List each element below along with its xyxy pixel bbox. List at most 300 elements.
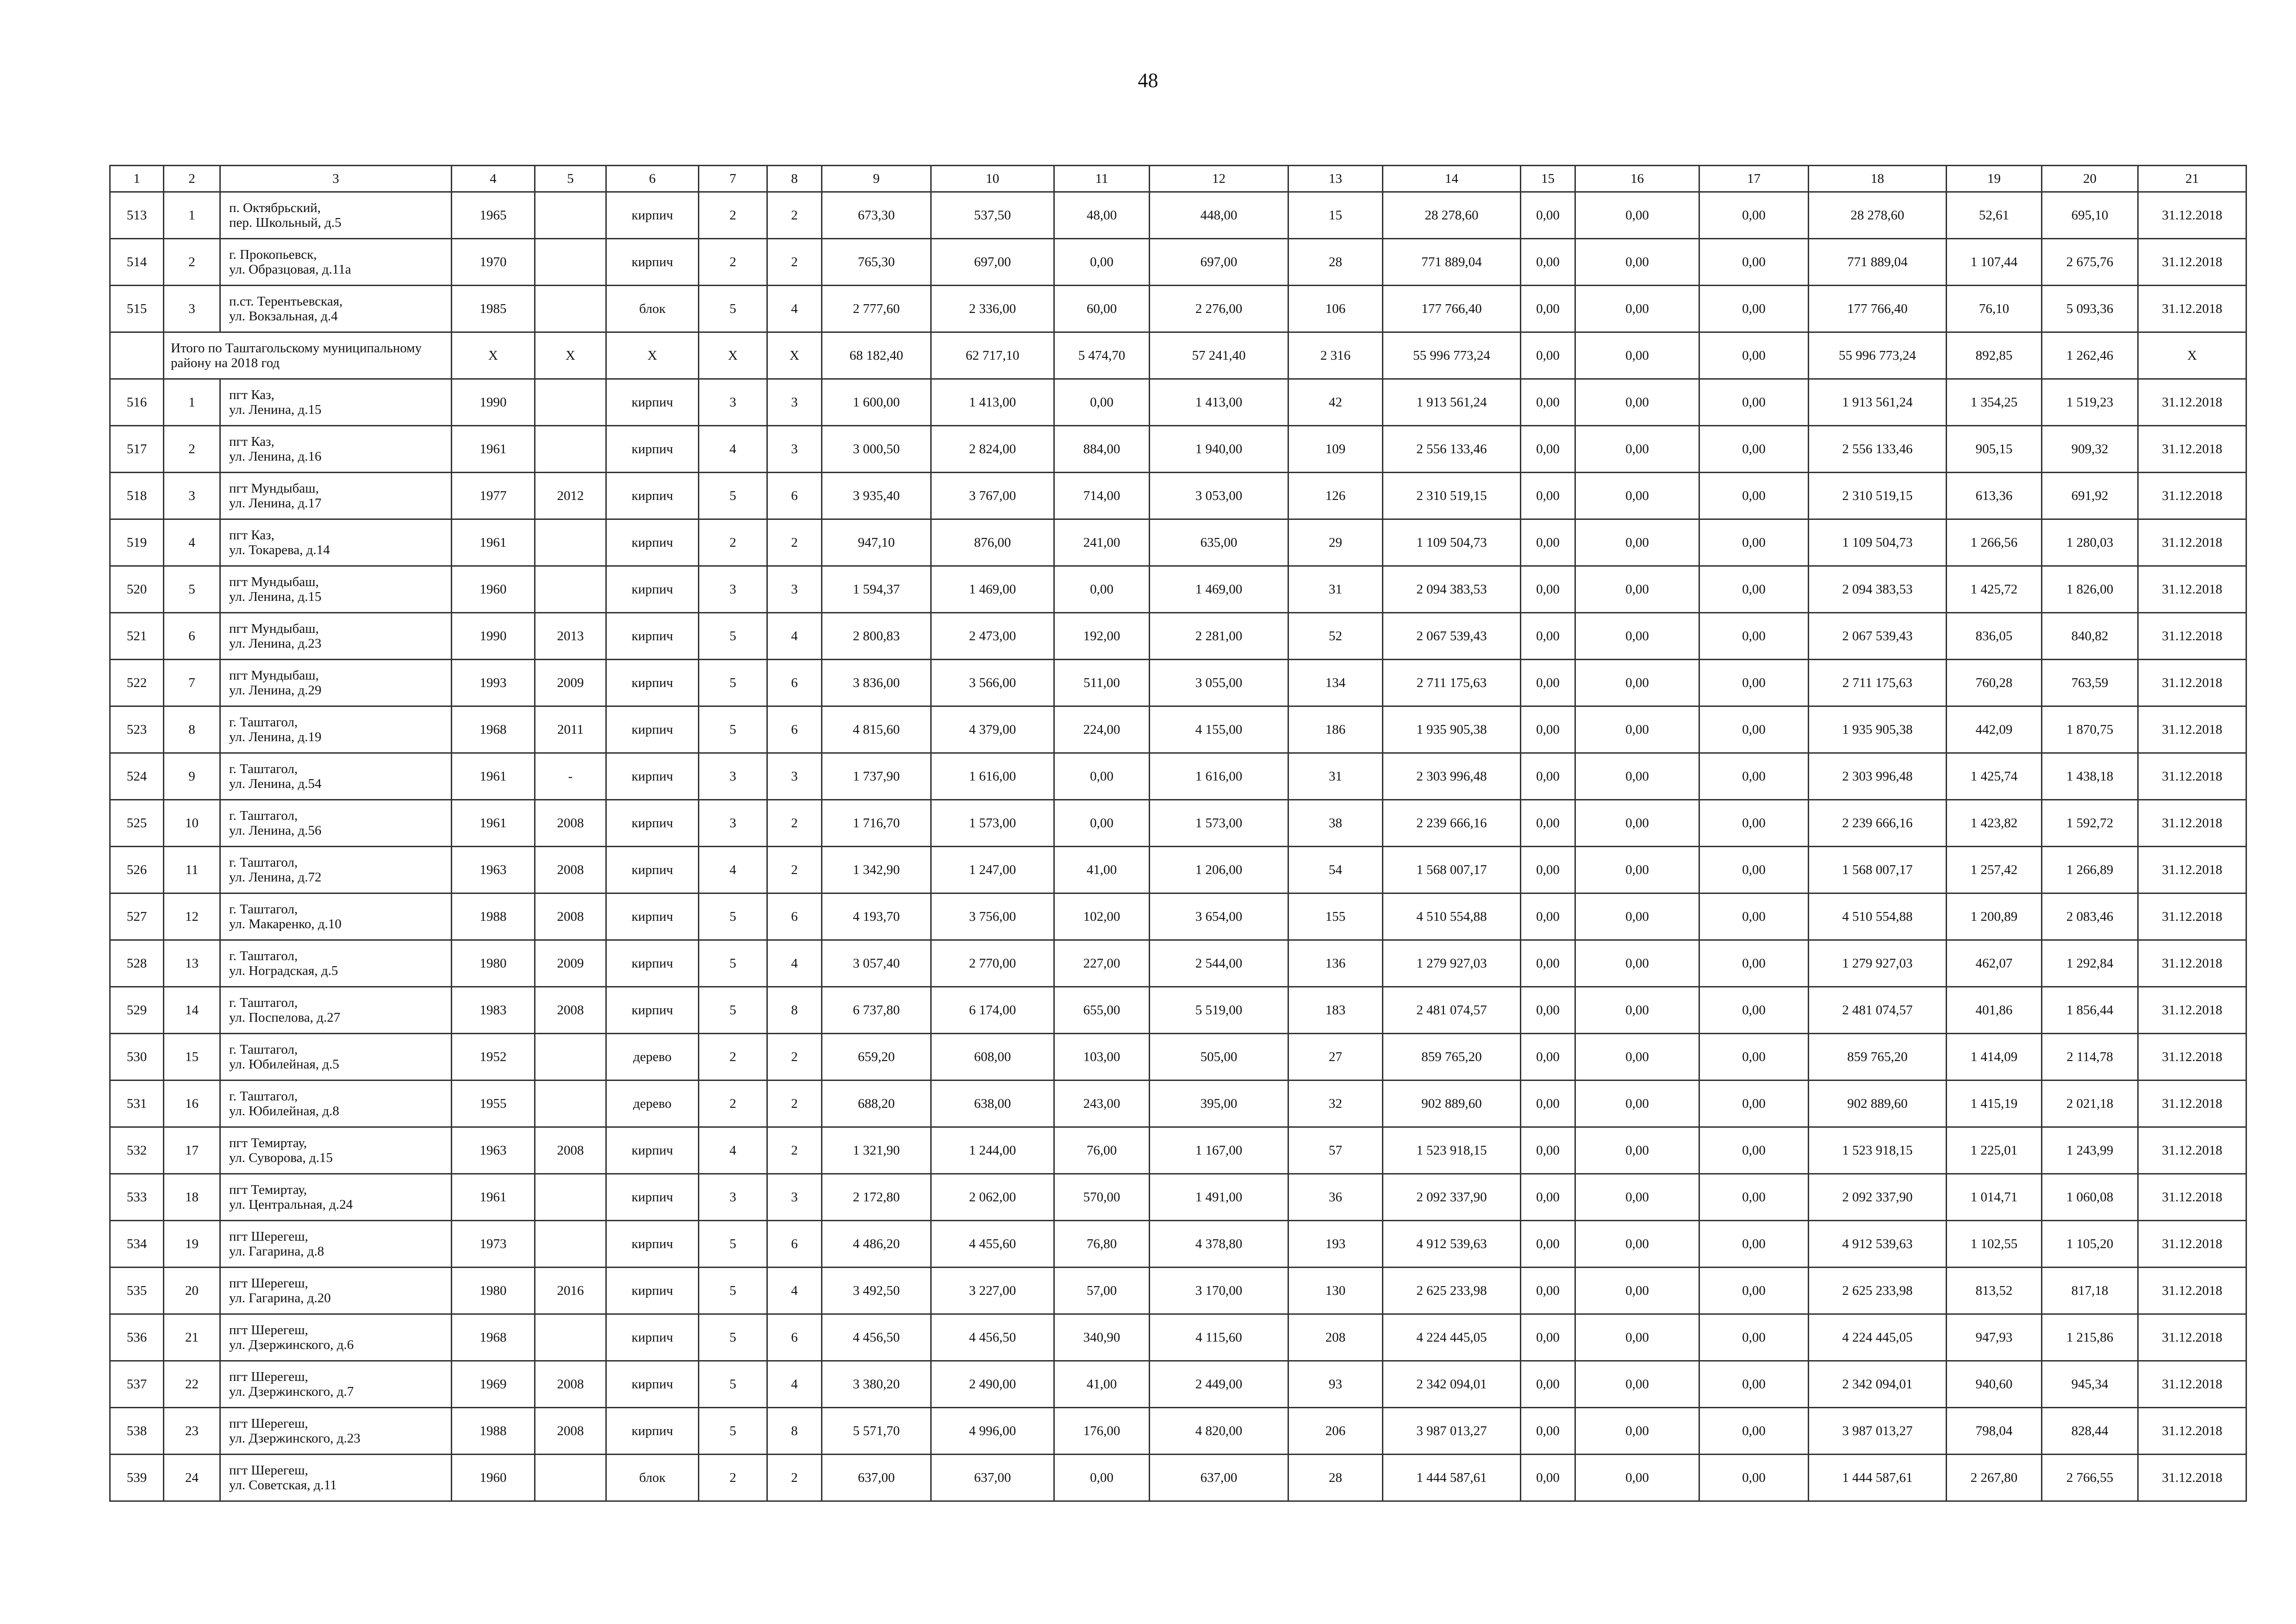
total-col-20: 1 262,46 (2042, 332, 2138, 379)
cell-col-17: 0,00 (1699, 987, 1809, 1034)
column-header: 1 (110, 166, 164, 192)
address-locality: пгт Шерегеш, (229, 1416, 308, 1431)
address-locality: пгт Каз, (229, 434, 274, 449)
cell-col-15: 0,00 (1521, 473, 1575, 519)
cell-col-15: 0,00 (1521, 753, 1575, 800)
table-row (110, 1081, 2246, 1127)
cell-col-12: 1 469,00 (1150, 566, 1288, 613)
cell-col-11: 0,00 (1054, 1455, 1150, 1501)
table-row (110, 1127, 2246, 1174)
cell-col-21: 31.12.2018 (2138, 940, 2246, 987)
cell-col-14: 2 342 094,01 (1383, 1361, 1521, 1408)
cell-col-14: 2 556 133,46 (1383, 426, 1521, 473)
cell-col-9: 3 935,40 (822, 473, 931, 519)
total-col-6: Х (606, 332, 699, 379)
cell-col-21: 31.12.2018 (2138, 239, 2246, 286)
cell-col-5: 2016 (535, 1268, 606, 1314)
cell-col-17: 0,00 (1699, 1268, 1809, 1314)
cell-col-5: 2008 (535, 800, 606, 847)
cell-col-7: 4 (699, 847, 767, 893)
cell-col-17: 0,00 (1699, 1174, 1809, 1221)
cell-col-10: 2 336,00 (931, 286, 1054, 332)
address-street: ул. Ленина, д.16 (229, 449, 322, 464)
cell-col-17: 0,00 (1699, 1081, 1809, 1127)
cell-col-10: 2 062,00 (931, 1174, 1054, 1221)
cell-col-15: 0,00 (1521, 1408, 1575, 1455)
cell-col-13: 54 (1288, 847, 1383, 893)
cell-col-5: 2011 (535, 706, 606, 753)
cell-col-17: 0,00 (1699, 286, 1809, 332)
row-number: 522 (110, 660, 164, 706)
header-row (110, 166, 2246, 192)
cell-col-7: 5 (699, 940, 767, 987)
address-cell (220, 1221, 452, 1268)
cell-col-20: 1 243,99 (2042, 1127, 2138, 1174)
cell-col-14: 3 987 013,27 (1383, 1408, 1521, 1455)
cell-col-18: 2 342 094,01 (1809, 1361, 1947, 1408)
cell-col-11: 57,00 (1054, 1268, 1150, 1314)
cell-col-4: 1961 (452, 519, 535, 566)
cell-col-20: 2 021,18 (2042, 1081, 2138, 1127)
cell-col-6: кирпич (606, 706, 699, 753)
table-row (110, 1361, 2246, 1408)
cell-col-20: 1 438,18 (2042, 753, 2138, 800)
row-number: 516 (110, 379, 164, 426)
cell-col-11: 0,00 (1054, 239, 1150, 286)
cell-col-11: 192,00 (1054, 613, 1150, 660)
table-row (110, 847, 2246, 893)
row-subnumber: 14 (164, 987, 220, 1034)
cell-col-17: 0,00 (1699, 706, 1809, 753)
address-street: ул. Ленина, д.56 (229, 823, 322, 838)
address-locality: г. Таштагол, (229, 995, 298, 1010)
cell-col-13: 106 (1288, 286, 1383, 332)
table-row (110, 987, 2246, 1034)
cell-col-18: 1 523 918,15 (1809, 1127, 1947, 1174)
cell-col-12: 448,00 (1150, 192, 1288, 239)
cell-col-9: 3 836,00 (822, 660, 931, 706)
cell-col-7: 4 (699, 426, 767, 473)
cell-col-17: 0,00 (1699, 1408, 1809, 1455)
cell-col-15: 0,00 (1521, 239, 1575, 286)
cell-col-19: 1 423,82 (1947, 800, 2042, 847)
cell-col-14: 2 303 996,48 (1383, 753, 1521, 800)
column-header: 16 (1575, 166, 1699, 192)
cell-col-15: 0,00 (1521, 426, 1575, 473)
cell-col-15: 0,00 (1521, 1314, 1575, 1361)
address-locality: пгт Темиртау, (229, 1135, 307, 1150)
cell-col-4: 1965 (452, 192, 535, 239)
column-header: 5 (535, 166, 606, 192)
cell-col-6: блок (606, 1455, 699, 1501)
table-row (110, 893, 2246, 940)
row-subnumber: 15 (164, 1034, 220, 1081)
cell-col-11: 103,00 (1054, 1034, 1150, 1081)
cell-col-20: 1 105,20 (2042, 1221, 2138, 1268)
cell-col-19: 442,09 (1947, 706, 2042, 753)
column-header: 4 (452, 166, 535, 192)
row-number: 520 (110, 566, 164, 613)
cell-col-18: 2 625 233,98 (1809, 1268, 1947, 1314)
cell-col-15: 0,00 (1521, 1127, 1575, 1174)
cell-col-16: 0,00 (1575, 847, 1699, 893)
cell-col-17: 0,00 (1699, 1314, 1809, 1361)
cell-col-8: 2 (767, 847, 822, 893)
address-cell (220, 1455, 452, 1501)
cell-col-16: 0,00 (1575, 1314, 1699, 1361)
cell-col-4: 1970 (452, 239, 535, 286)
cell-col-16: 0,00 (1575, 473, 1699, 519)
cell-col-12: 1 491,00 (1150, 1174, 1288, 1221)
cell-col-12: 2 449,00 (1150, 1361, 1288, 1408)
cell-col-14: 2 310 519,15 (1383, 473, 1521, 519)
cell-col-11: 76,00 (1054, 1127, 1150, 1174)
cell-col-4: 1961 (452, 753, 535, 800)
address-street: ул. Ленина, д.19 (229, 730, 322, 744)
cell-col-9: 3 380,20 (822, 1361, 931, 1408)
cell-col-14: 771 889,04 (1383, 239, 1521, 286)
cell-col-20: 2 766,55 (2042, 1455, 2138, 1501)
address-cell (220, 660, 452, 706)
cell-col-13: 28 (1288, 1455, 1383, 1501)
cell-col-16: 0,00 (1575, 1408, 1699, 1455)
address-street: ул. Ленина, д.72 (229, 870, 322, 885)
cell-col-9: 947,10 (822, 519, 931, 566)
cell-col-12: 4 155,00 (1150, 706, 1288, 753)
cell-col-5 (535, 1314, 606, 1361)
cell-col-9: 1 600,00 (822, 379, 931, 426)
cell-col-11: 224,00 (1054, 706, 1150, 753)
address-locality: г. Таштагол, (229, 1042, 298, 1057)
cell-col-10: 3 767,00 (931, 473, 1054, 519)
cell-col-19: 1 425,72 (1947, 566, 2042, 613)
cell-col-16: 0,00 (1575, 660, 1699, 706)
cell-col-9: 2 800,83 (822, 613, 931, 660)
cell-col-11: 340,90 (1054, 1314, 1150, 1361)
cell-col-16: 0,00 (1575, 893, 1699, 940)
cell-col-5 (535, 239, 606, 286)
cell-col-7: 2 (699, 192, 767, 239)
cell-col-15: 0,00 (1521, 1361, 1575, 1408)
address-locality: пгт Мундыбаш, (229, 621, 319, 636)
cell-col-7: 2 (699, 239, 767, 286)
cell-col-10: 4 455,60 (931, 1221, 1054, 1268)
cell-col-18: 2 711 175,63 (1809, 660, 1947, 706)
cell-col-10: 638,00 (931, 1081, 1054, 1127)
address-locality: г. Прокопьевск, (229, 247, 317, 262)
table-row (110, 1268, 2246, 1314)
cell-col-17: 0,00 (1699, 893, 1809, 940)
cell-col-5: 2013 (535, 613, 606, 660)
cell-col-6: кирпич (606, 940, 699, 987)
address-street: ул. Ленина, д.23 (229, 636, 322, 651)
cell-col-11: 243,00 (1054, 1081, 1150, 1127)
cell-col-7: 5 (699, 1268, 767, 1314)
cell-col-15: 0,00 (1521, 379, 1575, 426)
table-row (110, 473, 2246, 519)
row-subnumber: 18 (164, 1174, 220, 1221)
cell-col-20: 840,82 (2042, 613, 2138, 660)
cell-col-18: 771 889,04 (1809, 239, 1947, 286)
cell-col-8: 2 (767, 1034, 822, 1081)
cell-col-16: 0,00 (1575, 1361, 1699, 1408)
cell-col-15: 0,00 (1521, 286, 1575, 332)
cell-col-8: 6 (767, 660, 822, 706)
column-header: 17 (1699, 166, 1809, 192)
cell-col-15: 0,00 (1521, 1455, 1575, 1501)
address-locality: пгт Шерегеш, (229, 1369, 308, 1384)
cell-col-9: 3 492,50 (822, 1268, 931, 1314)
cell-col-15: 0,00 (1521, 613, 1575, 660)
cell-col-19: 836,05 (1947, 613, 2042, 660)
cell-col-13: 126 (1288, 473, 1383, 519)
cell-col-10: 3 756,00 (931, 893, 1054, 940)
address-cell (220, 1034, 452, 1081)
address-locality: г. Таштагол, (229, 855, 298, 870)
cell-col-19: 1 415,19 (1947, 1081, 2042, 1127)
cell-col-16: 0,00 (1575, 1268, 1699, 1314)
cell-col-19: 462,07 (1947, 940, 2042, 987)
cell-col-8: 6 (767, 706, 822, 753)
address-street: ул. Ленина, д.17 (229, 496, 322, 511)
row-number: 523 (110, 706, 164, 753)
address-locality: пгт Каз, (229, 527, 274, 543)
cell-col-20: 1 060,08 (2042, 1174, 2138, 1221)
cell-col-9: 1 716,70 (822, 800, 931, 847)
cell-col-4: 1963 (452, 1127, 535, 1174)
table-row (110, 660, 2246, 706)
cell-col-7: 2 (699, 519, 767, 566)
cell-col-4: 1977 (452, 473, 535, 519)
cell-col-5 (535, 426, 606, 473)
cell-col-16: 0,00 (1575, 940, 1699, 987)
cell-col-7: 2 (699, 1034, 767, 1081)
cell-col-11: 655,00 (1054, 987, 1150, 1034)
cell-col-4: 1968 (452, 706, 535, 753)
cell-col-10: 1 247,00 (931, 847, 1054, 893)
cell-col-18: 1 568 007,17 (1809, 847, 1947, 893)
address-locality: п.ст. Терентьевская, (229, 294, 343, 309)
cell-col-16: 0,00 (1575, 1455, 1699, 1501)
cell-col-9: 4 815,60 (822, 706, 931, 753)
cell-col-10: 6 174,00 (931, 987, 1054, 1034)
cell-col-17: 0,00 (1699, 1221, 1809, 1268)
address-locality: пгт Мундыбаш, (229, 574, 319, 589)
cell-col-10: 1 413,00 (931, 379, 1054, 426)
cell-col-13: 38 (1288, 800, 1383, 847)
cell-col-8: 2 (767, 1455, 822, 1501)
cell-col-16: 0,00 (1575, 613, 1699, 660)
cell-col-20: 1 292,84 (2042, 940, 2138, 987)
total-col-17: 0,00 (1699, 332, 1809, 379)
cell-col-7: 5 (699, 987, 767, 1034)
cell-col-20: 2 114,78 (2042, 1034, 2138, 1081)
cell-col-5 (535, 1174, 606, 1221)
table-row (110, 940, 2246, 987)
cell-col-8: 6 (767, 473, 822, 519)
cell-col-12: 1 616,00 (1150, 753, 1288, 800)
row-number: 526 (110, 847, 164, 893)
total-col-14: 55 996 773,24 (1383, 332, 1521, 379)
address-locality: г. Таштагол, (229, 761, 298, 776)
column-header: 12 (1150, 166, 1288, 192)
cell-col-17: 0,00 (1699, 613, 1809, 660)
row-subnumber: 8 (164, 706, 220, 753)
cell-col-14: 2 094 383,53 (1383, 566, 1521, 613)
cell-col-4: 1968 (452, 1314, 535, 1361)
cell-col-10: 3 566,00 (931, 660, 1054, 706)
cell-col-12: 4 378,80 (1150, 1221, 1288, 1268)
cell-col-8: 3 (767, 566, 822, 613)
cell-col-4: 1969 (452, 1361, 535, 1408)
cell-col-21: 31.12.2018 (2138, 473, 2246, 519)
cell-col-6: кирпич (606, 379, 699, 426)
cell-col-6: кирпич (606, 1174, 699, 1221)
total-col-5: Х (535, 332, 606, 379)
row-number: 535 (110, 1268, 164, 1314)
cell-col-13: 183 (1288, 987, 1383, 1034)
cell-col-18: 1 913 561,24 (1809, 379, 1947, 426)
address-cell (220, 800, 452, 847)
cell-col-17: 0,00 (1699, 940, 1809, 987)
cell-col-15: 0,00 (1521, 1221, 1575, 1268)
cell-col-17: 0,00 (1699, 847, 1809, 893)
column-header: 15 (1521, 166, 1575, 192)
cell-col-11: 714,00 (1054, 473, 1150, 519)
row-subnumber: 11 (164, 847, 220, 893)
cell-col-12: 2 544,00 (1150, 940, 1288, 987)
cell-col-11: 0,00 (1054, 379, 1150, 426)
cell-col-10: 1 616,00 (931, 753, 1054, 800)
column-header: 3 (220, 166, 452, 192)
cell-col-4: 1961 (452, 800, 535, 847)
cell-col-6: кирпич (606, 426, 699, 473)
cell-col-12: 2 281,00 (1150, 613, 1288, 660)
cell-col-21: 31.12.2018 (2138, 660, 2246, 706)
cell-col-17: 0,00 (1699, 753, 1809, 800)
cell-col-5 (535, 1081, 606, 1127)
row-number: 527 (110, 893, 164, 940)
table-row (110, 1034, 2246, 1081)
total-col-19: 892,85 (1947, 332, 2042, 379)
cell-col-12: 1 573,00 (1150, 800, 1288, 847)
cell-col-16: 0,00 (1575, 1081, 1699, 1127)
address-locality: пгт Мундыбаш, (229, 481, 319, 496)
cell-col-17: 0,00 (1699, 1127, 1809, 1174)
cell-col-14: 4 224 445,05 (1383, 1314, 1521, 1361)
cell-col-14: 2 067 539,43 (1383, 613, 1521, 660)
cell-col-14: 2 711 175,63 (1383, 660, 1521, 706)
cell-col-14: 902 889,60 (1383, 1081, 1521, 1127)
cell-col-9: 765,30 (822, 239, 931, 286)
cell-col-19: 1 257,42 (1947, 847, 2042, 893)
row-subnumber: 2 (164, 426, 220, 473)
cell-col-13: 109 (1288, 426, 1383, 473)
cell-col-8: 2 (767, 1081, 822, 1127)
cell-col-13: 31 (1288, 566, 1383, 613)
cell-col-12: 635,00 (1150, 519, 1288, 566)
cell-col-8: 8 (767, 1408, 822, 1455)
cell-col-12: 4 115,60 (1150, 1314, 1288, 1361)
cell-col-10: 4 996,00 (931, 1408, 1054, 1455)
cell-col-4: 1973 (452, 1221, 535, 1268)
cell-col-13: 15 (1288, 192, 1383, 239)
table-row (110, 1455, 2246, 1501)
cell-col-11: 176,00 (1054, 1408, 1150, 1455)
cell-col-6: кирпич (606, 1127, 699, 1174)
row-number: 518 (110, 473, 164, 519)
cell-col-17: 0,00 (1699, 473, 1809, 519)
column-header: 18 (1809, 166, 1947, 192)
cell-col-19: 760,28 (1947, 660, 2042, 706)
cell-col-20: 1 280,03 (2042, 519, 2138, 566)
address-cell (220, 473, 452, 519)
address-cell (220, 426, 452, 473)
address-street: ул. Ленина, д.29 (229, 683, 322, 698)
column-header: 7 (699, 166, 767, 192)
cell-col-18: 2 556 133,46 (1809, 426, 1947, 473)
cell-col-5: 2008 (535, 1127, 606, 1174)
cell-col-7: 5 (699, 706, 767, 753)
cell-col-13: 36 (1288, 1174, 1383, 1221)
cell-col-9: 3 000,50 (822, 426, 931, 473)
cell-col-8: 2 (767, 800, 822, 847)
cell-col-19: 2 267,80 (1947, 1455, 2042, 1501)
cell-col-21: 31.12.2018 (2138, 286, 2246, 332)
cell-col-6: кирпич (606, 613, 699, 660)
cell-col-9: 1 737,90 (822, 753, 931, 800)
cell-col-5 (535, 286, 606, 332)
cell-col-16: 0,00 (1575, 426, 1699, 473)
cell-col-4: 1960 (452, 1455, 535, 1501)
cell-col-11: 227,00 (1054, 940, 1150, 987)
address-street: ул. Гагарина, д.8 (229, 1244, 324, 1259)
cell-col-6: блок (606, 286, 699, 332)
cell-col-19: 1 414,09 (1947, 1034, 2042, 1081)
cell-col-18: 1 935 905,38 (1809, 706, 1947, 753)
row-subnumber: 16 (164, 1081, 220, 1127)
cell-col-10: 1 573,00 (931, 800, 1054, 847)
cell-col-13: 29 (1288, 519, 1383, 566)
total-label: Итого по Таштагольскому муниципальному району на 2018 год (164, 332, 452, 379)
cell-col-9: 673,30 (822, 192, 931, 239)
cell-col-16: 0,00 (1575, 1034, 1699, 1081)
cell-col-19: 940,60 (1947, 1361, 2042, 1408)
cell-col-18: 177 766,40 (1809, 286, 1947, 332)
cell-col-19: 76,10 (1947, 286, 2042, 332)
cell-col-12: 3 055,00 (1150, 660, 1288, 706)
cell-col-7: 3 (699, 379, 767, 426)
cell-col-17: 0,00 (1699, 1361, 1809, 1408)
cell-col-20: 909,32 (2042, 426, 2138, 473)
cell-col-20: 1 870,75 (2042, 706, 2138, 753)
cell-col-20: 1 592,72 (2042, 800, 2138, 847)
row-subnumber: 20 (164, 1268, 220, 1314)
address-street: ул. Дзержинского, д.23 (229, 1431, 361, 1446)
cell-col-7: 2 (699, 1455, 767, 1501)
cell-col-9: 2 777,60 (822, 286, 931, 332)
total-row (110, 332, 2246, 379)
cell-col-8: 2 (767, 1127, 822, 1174)
cell-col-12: 1 940,00 (1150, 426, 1288, 473)
cell-col-4: 1952 (452, 1034, 535, 1081)
cell-col-12: 3 170,00 (1150, 1268, 1288, 1314)
cell-col-6: кирпич (606, 519, 699, 566)
row-subnumber: 3 (164, 286, 220, 332)
cell-col-11: 41,00 (1054, 847, 1150, 893)
cell-col-21: 31.12.2018 (2138, 987, 2246, 1034)
cell-col-21: 31.12.2018 (2138, 1361, 2246, 1408)
